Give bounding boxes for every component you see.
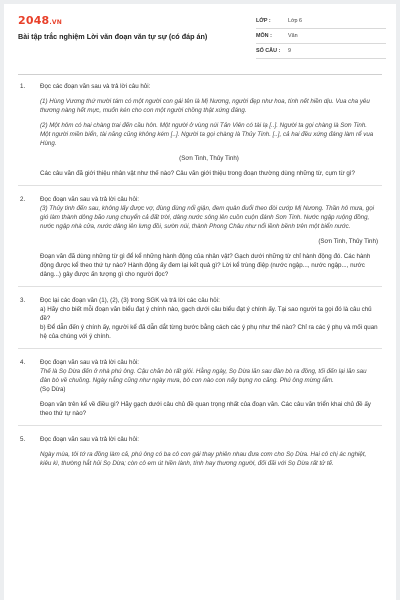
question-prompt: Đọc đoạn văn sau và trả lời câu hỏi:: [40, 436, 139, 443]
question-passage: (1) Hùng Vương thứ mười tám có một người con gái tên là Mị Nương, người đẹp như hoa, tính nết hiền dịu. Vua cha yêu thương nàng hết mực, muốn kén cho con một người chồng thật xứng đáng.: [40, 98, 370, 114]
header-divider: [18, 74, 382, 75]
meta-key: LỚP :: [256, 18, 271, 24]
question-separator: [18, 425, 382, 426]
question-passage: Thế là Sọ Dừa đến ở nhà phú ông. Cậu chăn bò rất giỏi. Hằng ngày, Sọ Dừa lăn sau đàn bò ra đồng, tối đến lại lăn sau đàn bò về chuồng. Ngày nắng cũng như ngày mưa, bò con nào con nấy bụng no căng. Phú ông mừng lắm.: [40, 368, 367, 384]
question-part-b: b) Để dẫn đến ý chính ấy, người kể đã dẫn dắt từng bước bằng cách các ý phụ như thế nào? Chỉ ra các ý phụ và mối quan hệ của chúng với ý chính.: [40, 324, 378, 340]
question-item: [20, 296, 378, 341]
document-page: [4, 4, 396, 600]
meta-row-class: [256, 14, 386, 29]
question-number: 3.: [20, 297, 26, 304]
question-number: 4.: [20, 359, 26, 366]
question-separator: [18, 286, 382, 287]
meta-row-count: [256, 44, 386, 59]
meta-value: Văn: [288, 33, 298, 39]
question-number: 2.: [20, 196, 26, 203]
passage-source: (Sọ Dừa): [40, 386, 66, 393]
question-item: [20, 435, 378, 468]
question-list: [4, 82, 396, 474]
question-prompt: Đọc các đoạn văn sau và trả lời câu hỏi:: [40, 83, 151, 90]
document-title: Bài tập trắc nghiệm Lời văn đoạn văn tự sự (có đáp án): [18, 32, 208, 41]
question-passage: (2) Một hôm có hai chàng trai đến cầu hôn. Một người ở vùng núi Tản Viên có tài lạ [..]. Người ta gọi chàng là Sơn Tinh. Một người miền biển, tài năng cũng không kém [..]. Người ta gọi chàng là Thủy Tinh. [..], cả hai đều xứng đáng làm rể vua Hùng.: [40, 122, 374, 147]
question-prompt: Đọc đoạn văn sau và trả lời câu hỏi:: [40, 196, 139, 203]
document-meta-table: [256, 14, 386, 59]
question-item: [20, 82, 378, 178]
question-ask: Các câu văn đã giới thiệu nhân vật như thế nào? Câu văn giới thiệu trong đoạn thường dùng những từ, cụm từ gì?: [40, 170, 355, 177]
document-header: [4, 4, 396, 72]
question-item: [20, 195, 378, 279]
meta-value: 9: [288, 48, 291, 54]
question-number: 5.: [20, 436, 26, 443]
question-part-a: a) Hãy cho biết mỗi đoạn văn biểu đạt ý chính nào, gạch dưới câu biểu đạt ý chính ấy. Tại sao người ta gọi đó là câu chủ đề?: [40, 306, 372, 322]
question-separator: [18, 348, 382, 349]
question-passage: (3) Thủy tinh đến sau, không lấy được vợ, đùng đùng nổi giận, đem quân đuổi theo đòi cướp Mị Nương. Thần hô mưa, gọi gió làm thành dông bão rung chuyển cả đất trời, dâng nước sông lên cuồn cuộn đánh Sơn Tinh. Nước ngập ruộng đồng, nước ngập nhà cửa, nước dâng lên lưng đồi, sườn núi, thành Phong Châu như nổi lềnh bềnh trên một biển nước.: [40, 205, 375, 230]
question-prompt: Đọc đoạn văn sau và trả lời câu hỏi:: [40, 359, 139, 366]
passage-source: (Sơn Tinh, Thủy Tinh): [318, 238, 378, 245]
question-ask: Đoạn văn đã dùng những từ gì để kể những hành động của nhân vật? Gạch dưới những từ chỉ hành động đó. Các hành động được kể theo thứ tự nào? Hành động ấy đem lại kết quả gì? Lời kể trùng điệp (nước ngập..., nước ngập..., nước dâng...) gây được ấn tượng gì cho người đọc?: [40, 253, 371, 278]
meta-row-subject: [256, 29, 386, 44]
question-passage: Ngày mùa, tôi tớ ra đồng làm cả, phú ông có ba cô con gái thay phiên nhau đưa cơm cho Sọ Dừa. Hai cô chị ác nghiệt, kiêu kì, thường hắt hủi Sọ Dừa; còn cô em út hiền lành, tính hay thương người, đối đãi với Sọ Dừa rất tử tế.: [40, 451, 367, 467]
question-ask: Đoạn văn trên kể về điều gì? Hãy gạch dưới câu chủ đề quan trọng nhất của đoạn văn. Các câu văn triển khai chủ đề ấy theo thứ tự nào?: [40, 401, 371, 417]
question-number: 1.: [20, 83, 26, 90]
logo-tld: .VN: [49, 19, 62, 26]
question-item: [20, 358, 378, 418]
question-prompt: Đọc lại các đoạn văn (1), (2), (3) trong SGK và trả lời các câu hỏi:: [40, 297, 220, 304]
logo-brand: 2048: [18, 14, 50, 27]
site-logo[interactable]: [18, 14, 62, 27]
meta-value: Lớp 6: [288, 18, 303, 24]
meta-key: SỐ CÂU :: [256, 48, 281, 54]
meta-key: MÔN :: [256, 33, 272, 39]
question-separator: [18, 185, 382, 186]
passage-source: (Sơn Tinh, Thủy Tinh): [179, 155, 239, 162]
